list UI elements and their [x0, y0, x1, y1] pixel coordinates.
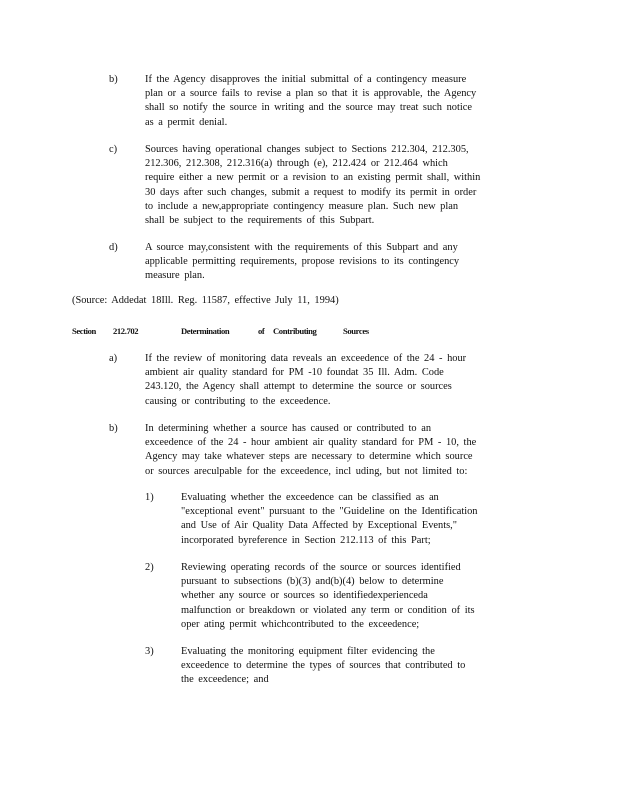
section-label: Section [72, 326, 96, 336]
section-number: 212.702 [113, 326, 139, 336]
subitem-text [181, 561, 475, 632]
item-label: b) [109, 74, 118, 85]
text-line: require either a new permit or a revision to an existing permit shall, within [145, 172, 481, 184]
text-line: shall so notify the source in writing and the source may treat such notice [145, 102, 472, 114]
item-label: a) [109, 353, 118, 364]
text-line: 30 days after such changes, submit a request to modify its permit in order [145, 186, 477, 198]
text-line: malfunction or breakdown or violated any term or condition of its [181, 604, 475, 616]
section-title-word: Determination [181, 326, 230, 336]
text-line: exceedence to determine the types of sources that contributed to [181, 660, 466, 672]
text-line: Agency may take whatever steps are necessary to determine which source [145, 451, 473, 463]
section-title-word: of [258, 326, 265, 336]
text-line: If the review of monitoring data reveals an exceedence of the 24 - hour [145, 353, 467, 364]
text-line: 212.306, 212.308, 212.316(a) through (e), 212.424 or 212.464 which [145, 158, 448, 170]
text-line: causing or contributing to the exceedence. [145, 395, 331, 407]
text-line: incorporated byreference in Section 212.113 of this Part; [181, 534, 431, 546]
text-line: the exceedence; and [181, 674, 269, 686]
subitem-label: 3) [145, 646, 154, 657]
text-line: 243.120, the Agency shall attempt to determine the source or sources [145, 381, 452, 393]
text-line: to include a new,appropriate contingency measure plan. Such new plan [145, 200, 459, 212]
text-line: "exceptional event" pursuant to the "Guideline on the Identification [181, 506, 478, 518]
text-line: as a permit denial. [145, 116, 228, 128]
text-line: ambient air quality standard for PM -10 foundat 35 Ill. Adm. Code [145, 367, 444, 379]
text-line: Reviewing operating records of the source or sources identified [181, 562, 461, 573]
text-line: oper ating permit whichcontributed to the exceedence; [181, 618, 420, 630]
item-label: c) [109, 144, 118, 155]
text-line: plan or a source fails to revise a plan so that it is approvable, the Agency [145, 88, 477, 100]
text-line: Sources having operational changes subject to Sections 212.304, 212.305, [145, 144, 469, 155]
source-note: (Source: Addedat 18Ill. Reg. 11587, effective July 11, 1994) [72, 295, 339, 306]
text-line: or sources areculpable for the exceedence, incl uding, but not limited to: [145, 465, 468, 477]
text-line: If the Agency disapproves the initial submittal of a contingency measure [145, 74, 467, 85]
item-text [145, 241, 459, 284]
subitem-label: 1) [145, 492, 154, 503]
item-text [145, 352, 466, 409]
text-line: shall be subject to the requirements of this Subpart. [145, 215, 375, 227]
text-line: Evaluating the monitoring equipment filter evidencing the [181, 646, 435, 657]
text-line: applicable permitting requirements, propose revisions to its contingency [145, 256, 460, 268]
subitem-text [181, 491, 478, 548]
item-text [145, 143, 480, 228]
item-label: d) [109, 242, 118, 253]
section-title-word: Sources [343, 326, 369, 336]
text-line: pursuant to subsections (b)(3) and(b)(4) below to determine [181, 576, 444, 588]
text-line: and Use of Air Quality Data Affected by Exceptional Events," [181, 520, 457, 532]
item-text [145, 422, 476, 479]
section-title-word: Contributing [273, 326, 317, 336]
text-line: A source may,consistent with the requirements of this Subpart and any [145, 242, 458, 253]
text-line: exceedence of the 24 - hour ambient air quality standard for PM - 10, the [145, 437, 477, 449]
text-line: Evaluating whether the exceedence can be classified as an [181, 492, 439, 503]
subitem-text [181, 645, 465, 688]
text-line: In determining whether a source has caused or contributed to an [145, 423, 432, 434]
subitem-label: 2) [145, 562, 154, 573]
item-label: b) [109, 423, 118, 434]
item-text [145, 73, 476, 130]
text-line: whether any source or sources so identifiedexperienceda [181, 590, 428, 602]
text-line: measure plan. [145, 270, 205, 282]
